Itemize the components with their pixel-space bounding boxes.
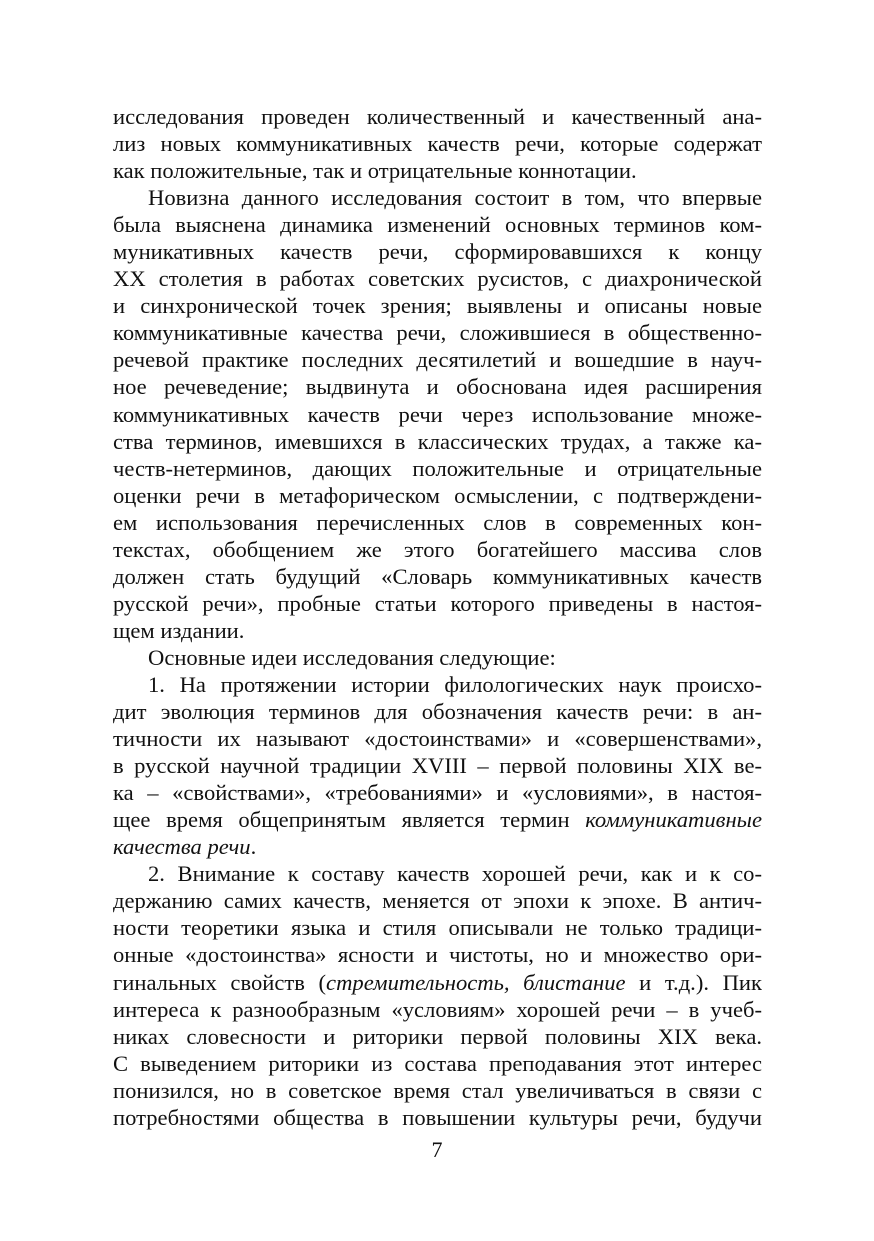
text-segment: 2. Внимание к составу качеств хорошей речи, как и к со- — [148, 861, 762, 887]
text-line — [113, 184, 762, 211]
text-segment: тичности их называют «достоинствами» и «совершенствами», — [113, 726, 762, 752]
text-segment: онные «достоинства» ясности и чистоты, но и множество ори- — [113, 942, 762, 968]
text-segment: честв-нетерминов, дающих положительные и отрицательные — [113, 455, 762, 481]
text-segment: текстах, обобщением же этого богатейшего массива слов — [113, 536, 762, 562]
text-line — [113, 211, 762, 238]
text-line — [113, 536, 762, 563]
text-segment: 1. На протяжении истории филологических наук происхо- — [148, 671, 762, 697]
text-line — [113, 969, 762, 996]
text-segment: никах словесности и риторики первой половины XIX века. — [113, 1023, 762, 1049]
text-line — [113, 157, 762, 184]
text-segment: гинальных свойств ( — [113, 969, 327, 995]
text-segment: С выведением риторики из состава преподавания этот интерес — [113, 1050, 762, 1076]
text-line — [113, 996, 762, 1023]
text-line — [113, 698, 762, 725]
text-line — [113, 319, 762, 346]
text-line — [113, 833, 762, 860]
text-segment: и синхронической точек зрения; выявлены и описаны новые — [113, 293, 762, 319]
text-line — [113, 482, 762, 509]
paragraph-main-ideas — [113, 644, 762, 671]
text-segment: муникативных качеств речи, сформировавшихся к концу — [113, 239, 762, 265]
text-segment: коммуникативных качеств речи через использование множе- — [113, 401, 762, 427]
text-line — [113, 265, 762, 292]
text-line — [113, 401, 762, 428]
text-segment: XX столетия в работах советских русистов, с диахронической — [113, 266, 762, 292]
text-line — [113, 292, 762, 319]
text-segment: ем использования перечисленных слов в современных кон- — [113, 509, 762, 535]
text-segment: лиз новых коммуникативных качеств речи, которые содержат — [113, 131, 762, 157]
text-segment: понизился, но в советское время стал увеличиваться в связи с — [113, 1077, 762, 1103]
text-segment: была выяснена динамика изменений основных терминов ком- — [113, 212, 762, 238]
text-line — [113, 1023, 762, 1050]
text-segment: ка – «свойствами», «требованиями» и «условиями», в настоя- — [113, 780, 762, 806]
text-line — [113, 779, 762, 806]
text-segment: щем издании. — [113, 617, 245, 643]
text-line — [113, 103, 762, 130]
text-segment: в русской научной традиции XVIII – первой половины XIX ве- — [113, 753, 762, 779]
text-segment: речевой практике последних десятилетий и вошедшие в науч- — [113, 347, 762, 373]
text-segment: ное речеведение; выдвинута и обоснована идея расширения — [113, 374, 762, 400]
text-segment: как положительные, так и отрицательные коннотации. — [113, 158, 637, 184]
text-line — [113, 914, 762, 941]
text-line — [113, 590, 762, 617]
text-segment: щее время общепринятым является термин — [113, 807, 586, 833]
paragraph-continuation — [113, 103, 762, 184]
text-segment: Основные идеи исследования следующие: — [148, 644, 556, 670]
text-segment: исследования проведен количественный и качественный ана- — [113, 104, 762, 129]
paragraph-idea-2 — [113, 860, 762, 1130]
text-line — [113, 130, 762, 157]
paragraph-idea-1 — [113, 671, 762, 860]
text-segment: ности теоретики языка и стиля описывали не только традици- — [113, 915, 762, 941]
text-segment: оценки речи в метафорическом осмыслении, с подтверждени- — [113, 482, 762, 508]
text-segment: коммуникативные качества речи, сложившиеся в общественно- — [113, 320, 762, 346]
body-text — [113, 103, 762, 1131]
text-segment: ства терминов, имевшихся в классических трудах, а также ка- — [113, 428, 762, 454]
text-line — [113, 860, 762, 887]
text-segment: . — [250, 834, 257, 860]
text-line — [113, 617, 762, 644]
text-segment: дит эволюция терминов для обозначения качеств речи: в ан- — [113, 699, 762, 725]
text-line — [113, 563, 762, 590]
text-segment: держанию самих качеств, меняется от эпохи к эпохе. В антич- — [113, 888, 762, 914]
text-line — [113, 941, 762, 968]
italic-text: стремительность, блистание — [326, 969, 626, 995]
paragraph-novelty — [113, 184, 762, 644]
text-line — [113, 671, 762, 698]
text-line — [113, 373, 762, 400]
text-line — [113, 428, 762, 455]
text-line — [113, 238, 762, 265]
text-segment: интереса к разнообразным «условиям» хорошей речи – в учеб- — [113, 996, 762, 1022]
text-segment: потребностями общества в повышении культуры речи, будучи — [113, 1104, 762, 1130]
text-line — [113, 455, 762, 482]
text-line — [113, 887, 762, 914]
italic-text: качества речи — [113, 834, 251, 860]
italic-text: коммуникативные — [585, 807, 762, 833]
text-line — [113, 806, 762, 833]
text-line — [113, 1104, 762, 1131]
text-line — [113, 1050, 762, 1077]
text-line — [113, 346, 762, 373]
text-line — [113, 725, 762, 752]
text-segment: Новизна данного исследования состоит в том, что впервые — [148, 185, 762, 211]
text-line — [113, 1077, 762, 1104]
page-number: 7 — [431, 1137, 443, 1162]
text-segment: должен стать будущий «Словарь коммуникативных качеств — [113, 563, 762, 589]
text-line — [113, 644, 762, 671]
text-line — [113, 509, 762, 536]
text-line — [113, 752, 762, 779]
text-segment: русской речи», пробные статьи которого приведены в настоя- — [113, 590, 762, 616]
text-segment: и т.д.). Пик — [625, 969, 762, 995]
